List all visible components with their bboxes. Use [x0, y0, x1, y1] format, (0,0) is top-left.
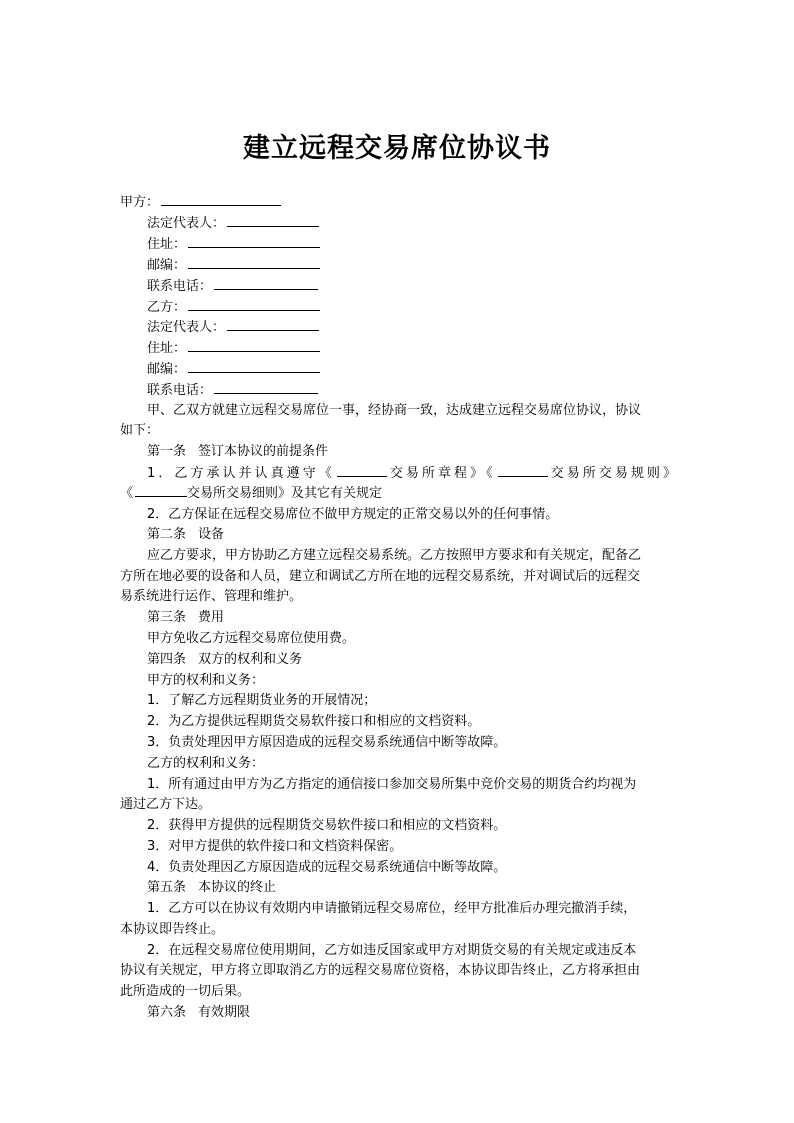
article-3-line-1: 甲方免收乙方远程交易席位使用费。 — [147, 631, 356, 646]
party-b-right-1-line-2: 通过乙方下达。 — [120, 797, 212, 812]
party-a-line — [120, 194, 281, 211]
party-b-phone-blank[interactable] — [214, 382, 318, 394]
article-3-heading — [147, 610, 224, 626]
article-1-heading — [147, 444, 328, 460]
article-3-number: 第三条 — [147, 610, 187, 625]
article-5-clause-1-line-2: 本协议即告终止。 — [120, 922, 225, 937]
party-a-right-1: 1．了解乙方远程期货业务的开展情况； — [147, 693, 377, 708]
party-a-addr-line — [147, 236, 320, 253]
party-a-rep-line — [147, 215, 319, 232]
article-1-title: 签订本协议的前提条件 — [198, 444, 329, 459]
party-a-phone-line — [147, 278, 318, 295]
party-b-phone-line — [147, 382, 318, 399]
party-b-right-2: 2．获得甲方提供的远程期货交易软件接口和相应的文档资料。 — [147, 818, 507, 833]
party-b-label: 乙方： — [147, 300, 187, 315]
party-b-rep-line — [147, 319, 319, 336]
party-a-phone-label: 联系电话： — [147, 279, 213, 294]
article-6-heading — [147, 1005, 250, 1021]
article-1-clause-2: 2．乙方保证在远程交易席位不做甲方规定的正常交易以外的任何事情。 — [147, 507, 559, 522]
article-1-clause-1-line-1: 1．乙方承认并认真遵守《 交易所章程》《 交易所交易规则》 — [147, 466, 676, 481]
article-2-line-3: 易系统进行运作、管理和维护。 — [120, 589, 303, 604]
article-2-number: 第二条 — [147, 527, 187, 542]
party-b-rep-blank[interactable] — [227, 319, 319, 331]
party-b-addr-blank[interactable] — [188, 340, 320, 352]
article-5-heading — [147, 880, 276, 896]
article-4-title: 双方的权利和义务 — [198, 652, 303, 667]
article-3-title: 费用 — [198, 610, 225, 625]
article-4-heading — [147, 652, 302, 668]
exchange-name-blank-3[interactable] — [135, 485, 187, 497]
article-2-line-1: 应乙方要求，甲方协助乙方建立远程交易系统。乙方按照甲方要求和有关规定，配备乙 — [147, 548, 642, 563]
party-a-zip-line — [147, 257, 320, 274]
party-a-rep-blank[interactable] — [227, 215, 319, 227]
party-b-right-1-line-1: 1．所有通过由甲方为乙方指定的通信接口参加交易所集中竞价交易的期货合约均视为 — [147, 777, 637, 792]
party-b-line — [147, 299, 320, 316]
party-b-phone-label: 联系电话： — [147, 383, 213, 398]
exchange-name-blank-1[interactable] — [337, 465, 387, 477]
article-5-number: 第五条 — [147, 880, 187, 895]
party-b-blank[interactable] — [188, 299, 320, 311]
party-a-blank[interactable] — [161, 194, 281, 206]
party-a-addr-label: 住址： — [147, 237, 187, 252]
article-2-title: 设备 — [198, 527, 225, 542]
article-5-clause-2-line-1: 2．在远程交易席位使用期间，乙方如违反国家或甲方对期货交易的有关规定或违反本 — [147, 943, 637, 958]
party-a-zip-blank[interactable] — [188, 257, 320, 269]
party-b-addr-line — [147, 340, 320, 357]
intro-line-1: 甲、乙双方就建立远程交易席位一事，经协商一致，达成建立远程交易席位协议，协议 — [147, 403, 642, 418]
exchange-name-blank-2[interactable] — [498, 465, 548, 477]
party-a-right-3: 3．负责处理因甲方原因造成的远程交易系统通信中断等故障。 — [147, 735, 507, 750]
document-title: 建立远程交易席位协议书 — [243, 133, 551, 164]
article-1-number: 第一条 — [147, 444, 187, 459]
party-a-label: 甲方： — [120, 195, 160, 210]
party-b-zip-label: 邮编： — [147, 362, 187, 377]
article-2-line-2: 方所在地必要的设备和人员，建立和调试乙方所在地的远程交易系统，并对调试后的远程交 — [120, 569, 641, 584]
party-b-zip-line — [147, 361, 320, 378]
article-6-title: 有效期限 — [198, 1005, 251, 1020]
party-a-right-2: 2．为乙方提供远程期货交易软件接口和相应的文档资料。 — [147, 714, 481, 729]
article-5-clause-2-line-3: 此所造成的一切后果。 — [120, 984, 251, 999]
party-a-rep-label: 法定代表人： — [147, 216, 226, 231]
party-b-zip-blank[interactable] — [188, 361, 320, 373]
article-1-clause-1-line-2: 《 交易所交易细则》及其它有关规定 — [120, 486, 383, 501]
party-b-right-4: 4．负责处理因乙方原因造成的远程交易系统通信中断等故障。 — [147, 860, 507, 875]
party-a-addr-blank[interactable] — [188, 236, 320, 248]
article-2-heading — [147, 527, 224, 543]
party-a-zip-label: 邮编： — [147, 258, 187, 273]
article-6-number: 第六条 — [147, 1005, 187, 1020]
party-b-rights-title: 乙方的权利和义务： — [147, 756, 265, 771]
party-a-phone-blank[interactable] — [214, 278, 318, 290]
article-5-clause-1-line-1: 1．乙方可以在协议有效期内申请撤销远程交易席位，经甲方批准后办理完撤消手续， — [147, 901, 637, 916]
party-b-addr-label: 住址： — [147, 341, 187, 356]
article-4-number: 第四条 — [147, 652, 187, 667]
party-b-right-3: 3．对甲方提供的软件接口和文档资料保密。 — [147, 839, 403, 854]
article-5-clause-2-line-2: 协议有关规定，甲方将立即取消乙方的远程交易席位资格，本协议即告终止，乙方将承担由 — [120, 963, 641, 978]
party-a-rights-title: 甲方的权利和义务： — [147, 673, 265, 688]
article-5-title: 本协议的终止 — [198, 880, 277, 895]
intro-line-2: 如下： — [120, 423, 160, 438]
party-b-rep-label: 法定代表人： — [147, 320, 226, 335]
